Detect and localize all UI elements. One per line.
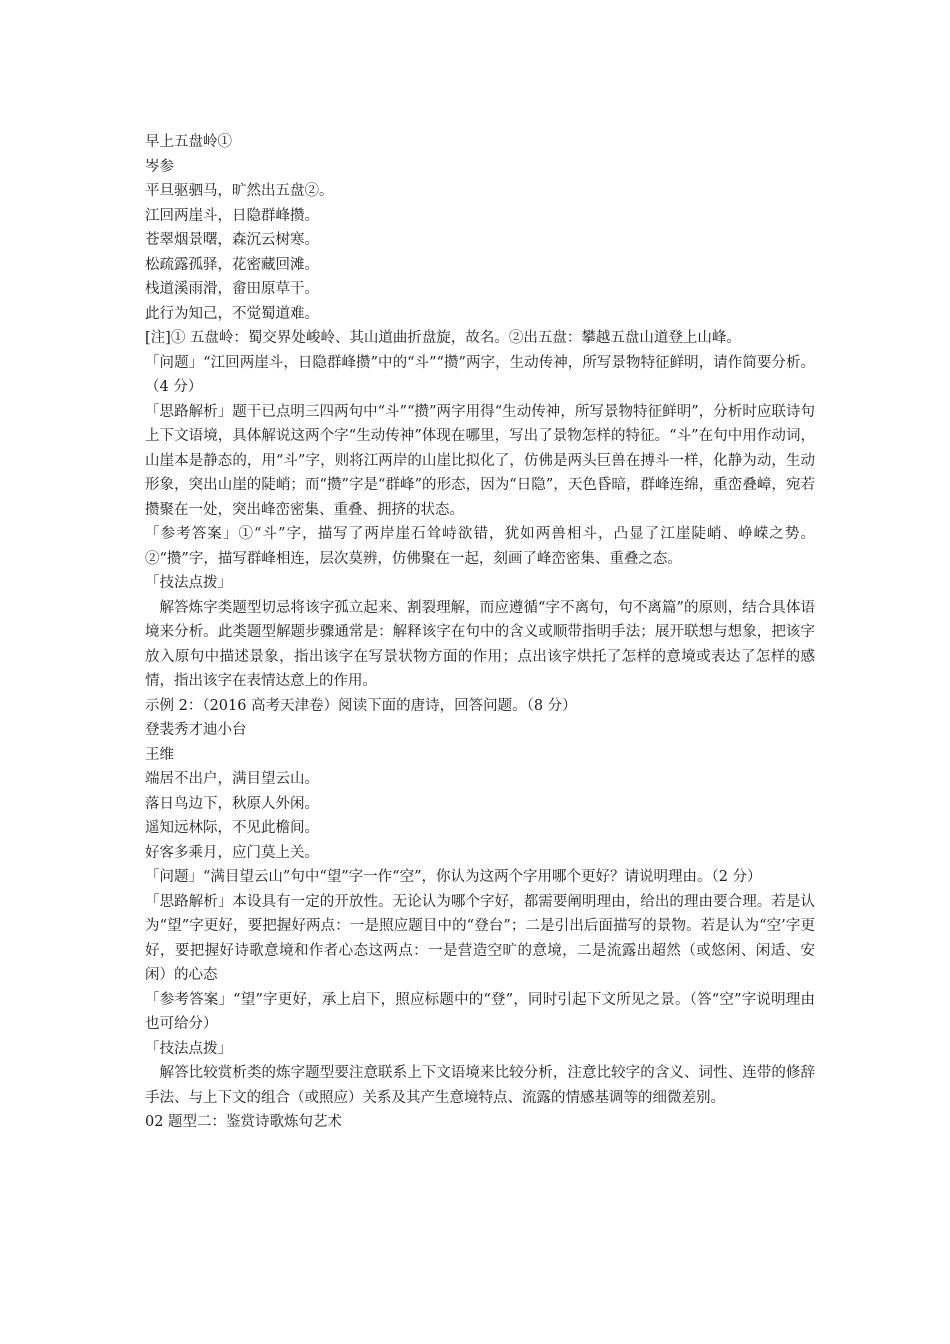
- section-heading: 02 题型二：鉴赏诗歌炼句艺术: [145, 1114, 343, 1130]
- poem-line: 苍翠烟景曙，森沉云树寒。: [145, 232, 319, 248]
- answer-text: 「参考答案」“望”字更好，承上启下，照应标题中的“登”，同时引起下文所见之景。（答“空”字说明理由也可给分）: [145, 991, 815, 1032]
- poem-line: 江回两崖斗，日隐群峰攒。: [145, 207, 319, 224]
- answer-text: 「参考答案」①“斗”字，描写了两岸崖石耸峙欲错，犹如两兽相斗，凸显了江崖陡峭、峥嵘之势。②“攒”字，描写群峰相连，层次莫辨，仿佛聚在一起，刻画了峰峦密集、重叠之态。: [145, 526, 815, 567]
- poem-line: 端居不出户，满目望云山。: [145, 771, 319, 787]
- poem-note: [注]① 五盘岭：蜀交界处峻岭、其山道曲折盘旋，故名。②出五盘：攀越五盘山道登上山峰。: [145, 330, 741, 346]
- poem-author: 岑参: [145, 158, 174, 175]
- tip-text: 解答比较赏析类的炼字题型要注意联系上下文语境来比较分析，注意比较字的含义、词性、连带的修辞手法、与上下文的组合（或照应）关系及其产生意境特点、流露的情感基调等的细微差别。: [145, 1065, 815, 1106]
- tip-heading: 「技法点拨」: [145, 575, 232, 591]
- document-body: [145, 130, 815, 1135]
- example-intro: 示例 2：（2016 高考天津卷）阅读下面的唐诗，回答问题。（8 分）: [145, 697, 577, 714]
- question-text: 「问题」“江回两崖斗，日隐群峰攒”中的“斗”“攒”两字，生动传神，所写景物特征鲜明，请作简要分析。（4 分）: [145, 354, 815, 395]
- analysis-text: 「思路解析」本设具有一定的开放性。无论认为哪个字好，都需要阐明理由，给出的理由要合理。若是认为“望”字更好，要把握好两点：一是照应题目中的“登台”；二是引出后面描写的景物。若是认为“空’字更好，要把握好诗歌意境和作者心态这两点：一是营造空旷的意境，二是流露出超然（或悠闲、闲适、安闲）的心态: [145, 893, 815, 983]
- poem-line: 好客多乘月，应门莫上关。: [145, 844, 319, 861]
- question-text: 「问题」“满目望云山”句中“望”字一作“空”，你认为这两个字用哪个更好？请说明理由。（2 分）: [145, 869, 762, 885]
- poem-title: 登裴秀才迪小台: [145, 722, 247, 738]
- poem-line: 落日鸟边下，秋原人外闲。: [145, 795, 319, 812]
- poem-line: 松疏露孤驿，花密藏回滩。: [145, 256, 319, 273]
- tip-text: 解答炼字类题型切忌将该字孤立起来、割裂理解，而应遵循“字不离句，句不离篇”的原则，结合具体语境来分析。此类题型解题步骤通常是：解释该字在句中的含义或顺带指明手法；展开联想与想象，把该字放入原句中描述景象，指出该字在写景状物方面的作用；点出该字烘托了怎样的意境或表达了怎样的感情，指出该字在表情达意上的作用。: [145, 599, 815, 689]
- poem-line: 平旦驱驷马，旷然出五盘②。: [145, 183, 334, 199]
- poem-line: 此行为知己，不觉蜀道难。: [145, 305, 319, 322]
- poem-line: 遥知远林际，不见此檐间。: [145, 820, 319, 836]
- poem-line: 栈道溪雨滑，畲田原草干。: [145, 281, 319, 297]
- poem-author: 王维: [145, 746, 174, 763]
- analysis-text: 「思路解析」题干已点明三四两句中“斗”“攒”两字用得“生动传神，所写景物特征鲜明”，分析时应联诗句上下文语境，具体解说这两个字“生动传神”体现在哪里，写出了景物怎样的特征。“斗”在句中用作动词，山崖本是静态的，用“斗”字，则将江两岸的山崖比拟化了，仿佛是两头巨兽在搏斗一样，化静为动，生动形象，突出山崖的陡峭；而“攒”字是“群峰”的形态，因为“日隐”，天色昏暗，群峰连绵，重峦叠嶂，宛若攒聚在一处，突出峰峦密集、重叠、拥挤的状态。: [145, 403, 815, 518]
- tip-heading: 「技法点拨」: [145, 1040, 232, 1057]
- poem-title: 早上五盘岭①: [145, 134, 232, 150]
